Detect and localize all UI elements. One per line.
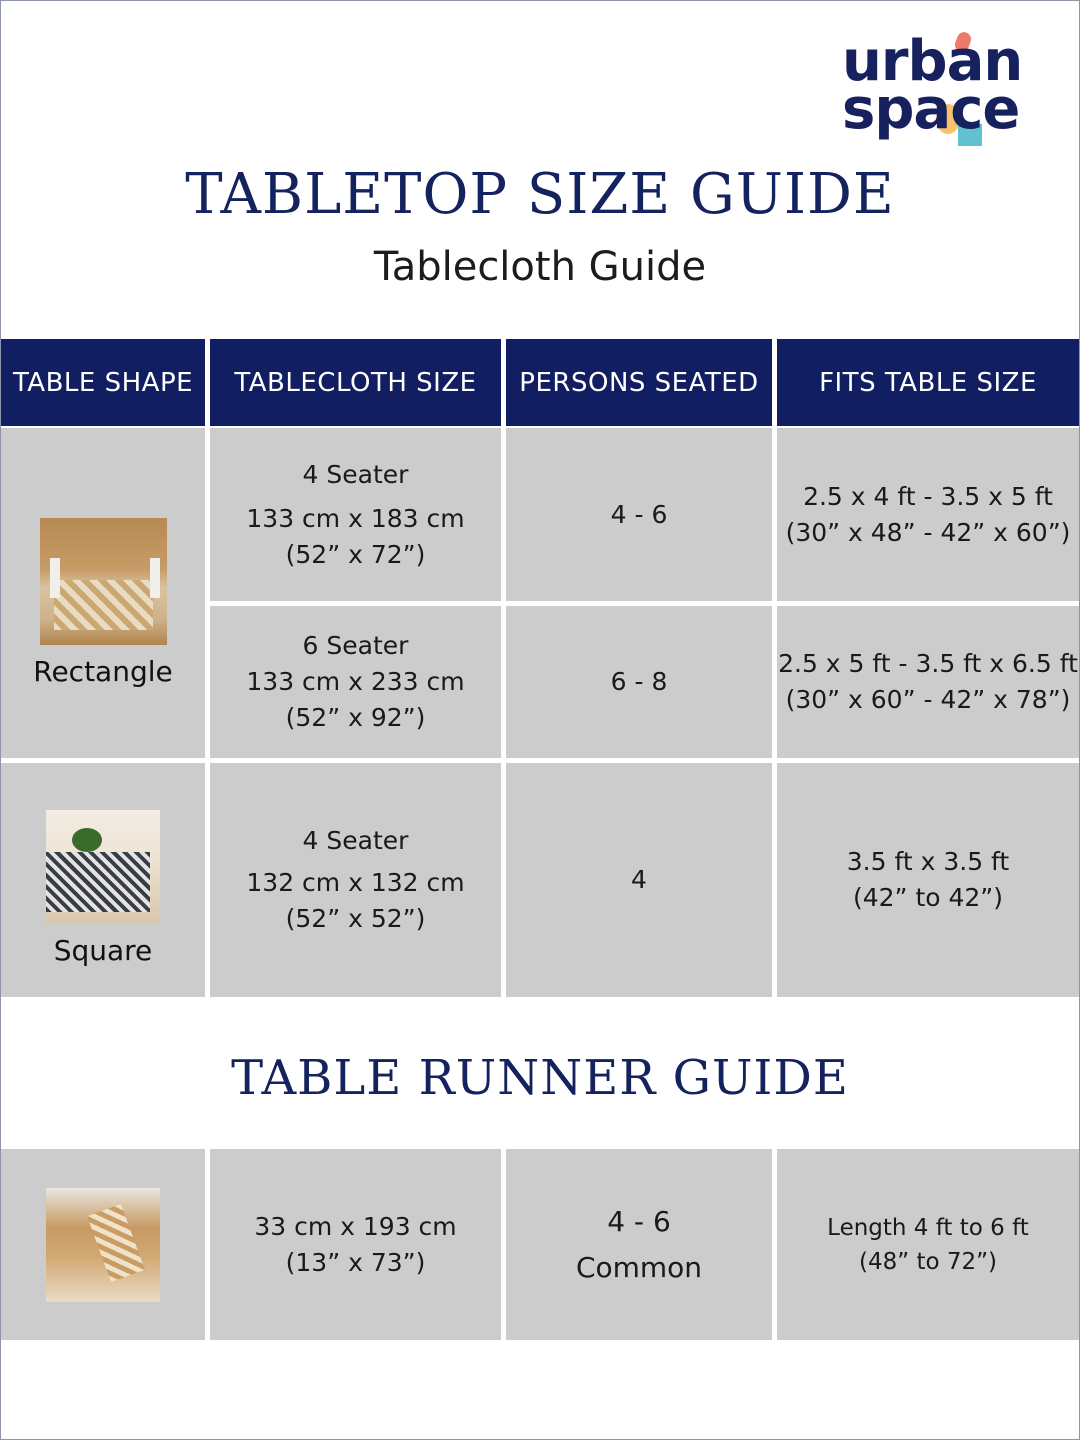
seater-label: 4 Seater: [302, 826, 409, 855]
fits-in: (42” to 42”): [852, 883, 1004, 912]
column-header-table-shape: TABLE SHAPE: [1, 339, 205, 426]
table-row-size: [210, 606, 501, 758]
size-in: (52” x 92”): [285, 703, 426, 732]
fits-in: (30” x 60” - 42” x 78”): [785, 685, 1071, 714]
logo-word-space: space: [842, 77, 1020, 142]
shape-label: Rectangle: [33, 655, 173, 688]
table-row-size: [210, 428, 501, 601]
fits-ft: 3.5 ft x 3.5 ft: [846, 847, 1010, 876]
persons-value: 4 - 6: [610, 499, 668, 529]
runner-fits-length: Length 4 ft to 6 ft: [827, 1214, 1029, 1241]
fits-table-size-cell: [777, 606, 1079, 758]
rectangle-table-photo: [40, 518, 167, 645]
persons-value: 4: [631, 865, 647, 894]
column-header-fits-table-size: FITS TABLE SIZE: [777, 339, 1079, 426]
runner-image-cell: [1, 1149, 205, 1340]
runner-persons-cell: [506, 1149, 772, 1340]
table-runner-photo: [46, 1188, 160, 1302]
shape-label: Square: [53, 933, 153, 967]
persons-seated-cell: [506, 428, 772, 601]
size-cm: 133 cm x 183 cm: [246, 503, 465, 533]
shape-cell-square: [1, 763, 205, 997]
runner-size-cm: 33 cm x 193 cm: [254, 1211, 457, 1241]
fits-table-size-cell: [777, 428, 1079, 601]
size-cm: 132 cm x 132 cm: [246, 868, 465, 897]
fits-table-size-cell: [777, 763, 1079, 997]
runner-fits-cell: [777, 1149, 1079, 1340]
size-in: (52” x 72”): [285, 539, 426, 569]
seater-label: 6 Seater: [302, 631, 409, 660]
column-header-tablecloth-size: TABLECLOTH SIZE: [210, 339, 501, 426]
runner-size-in: (13” x 73”): [285, 1247, 426, 1277]
table-row-size: [210, 763, 501, 997]
page-title: TABLETOP SIZE GUIDE: [185, 162, 895, 227]
fits-ft: 2.5 x 5 ft - 3.5 ft x 6.5 ft: [778, 649, 1078, 678]
runner-persons-value: 4 - 6: [607, 1204, 671, 1238]
runner-persons-note: Common: [575, 1250, 703, 1284]
persons-seated-cell: [506, 606, 772, 758]
logo-word-urban: urban: [842, 29, 1023, 94]
runner-size-cell: [210, 1149, 501, 1340]
square-table-photo: [46, 810, 160, 924]
urban-space-logo: [838, 29, 1048, 144]
fits-in: (30” x 48” - 42” x 60”): [785, 517, 1071, 547]
persons-value: 6 - 8: [610, 667, 668, 696]
size-cm: 133 cm x 233 cm: [246, 667, 465, 696]
runner-fits-in: (48” to 72”): [858, 1248, 998, 1275]
column-header-persons-seated: PERSONS SEATED: [506, 339, 772, 426]
page-subtitle: Tablecloth Guide: [373, 244, 707, 290]
fits-ft: 2.5 x 4 ft - 3.5 x 5 ft: [803, 481, 1053, 511]
persons-seated-cell: [506, 763, 772, 997]
shape-cell-rectangle: [1, 428, 205, 758]
size-in: (52” x 52”): [285, 904, 426, 933]
seater-label: 4 Seater: [302, 459, 409, 489]
runner-section-title: TABLE RUNNER GUIDE: [231, 1050, 849, 1106]
